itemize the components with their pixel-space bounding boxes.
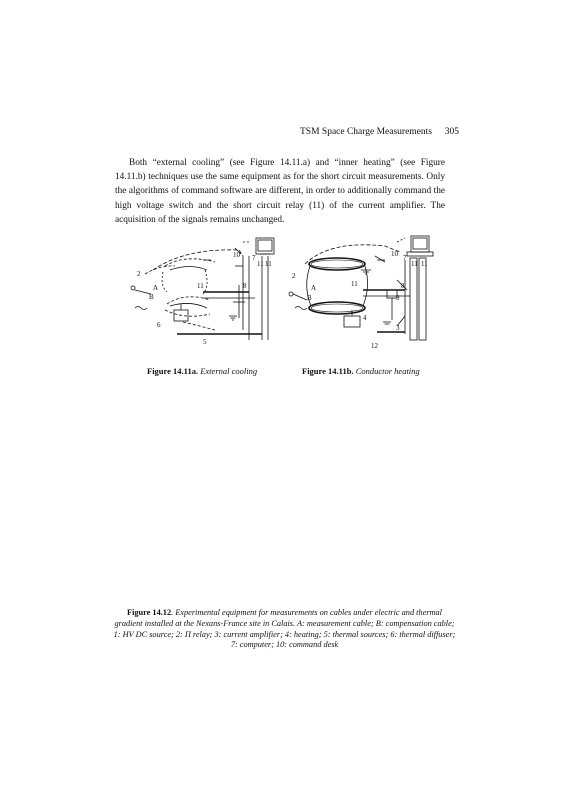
fig-b-label-12: 12 <box>371 342 378 350</box>
fig-b-label-11a: 11 <box>411 260 418 268</box>
page-number: 305 <box>444 127 459 137</box>
fig-b-label-A: A <box>311 284 317 292</box>
fig-b-label-3: 3 <box>396 324 400 332</box>
body-paragraph: Both “external cooling” (see Figure 14.11.a) and “inner heating” (see Figure 14.11.b) techniques use the same equipment as for the short circuit measurements. Only the algorithms of command software are different, in order to additionally command the high voltage switch and the short circuit relay (11) of the current amplifier. The acquisition of the signals remains unchanged. <box>115 158 445 225</box>
fig-b-label-2: 2 <box>292 272 296 280</box>
fig-a-label-B: B <box>149 293 154 301</box>
fig-b-label-9: 9 <box>396 294 400 302</box>
figure-a-caption-text: External cooling <box>200 366 258 376</box>
fig-a-label-8: 8 <box>243 282 247 290</box>
fig-b-label-4: 4 <box>363 314 367 322</box>
figure-14-12-caption <box>112 608 457 651</box>
figure-b-caption-label: Figure 14.11b. <box>302 366 354 376</box>
figure-a-caption-label: Figure 14.11a. <box>147 366 199 376</box>
fig-a-label-2: 2 <box>137 270 141 278</box>
figure-14-12-caption-text: . Experimental equipment for measurements on cables under electric and thermal gradient installed at the Nexans-France site in Calais. A: measurement cable; B: compensation cable; 1: HV DC source; 2: Π relay; 3: current amplifier; 4: heating; 5: thermal sources; 6: thermal diffuser; 7: computer; 10: command desk <box>113 608 456 650</box>
fig-a-label-11b: 11 <box>265 260 272 268</box>
fig-a-label-6: 6 <box>157 321 161 329</box>
fig-a-label-5: 5 <box>203 338 207 346</box>
fig-a-label-7: 7 <box>252 254 256 262</box>
figure-14-11 <box>115 230 450 360</box>
fig-b-label-11c: 11 <box>351 280 358 288</box>
running-header-title: TSM Space Charge Measurements <box>300 127 433 137</box>
figure-a-caption <box>147 366 257 376</box>
fig-b-label-10: 10 <box>391 250 398 258</box>
fig-a-label-11c: 11 <box>197 282 204 290</box>
fig-b-label-B: B <box>307 294 312 302</box>
fig-a-label-11a: 11 <box>257 260 264 268</box>
figure-14-11-diagram <box>115 230 450 360</box>
fig-b-label-7: 7 <box>403 254 407 262</box>
fig-b-label-11b: 11 <box>421 260 428 268</box>
fig-a-label-10: 10 <box>233 251 240 259</box>
running-header <box>300 127 459 137</box>
fig-b-label-8: 8 <box>401 282 405 290</box>
figure-b-caption-text: Conductor heating <box>355 366 420 376</box>
figure-14-12-caption-label: Figure 14.12 <box>127 608 172 617</box>
fig-a-label-A: A <box>153 284 159 292</box>
figure-b-caption <box>302 366 420 376</box>
